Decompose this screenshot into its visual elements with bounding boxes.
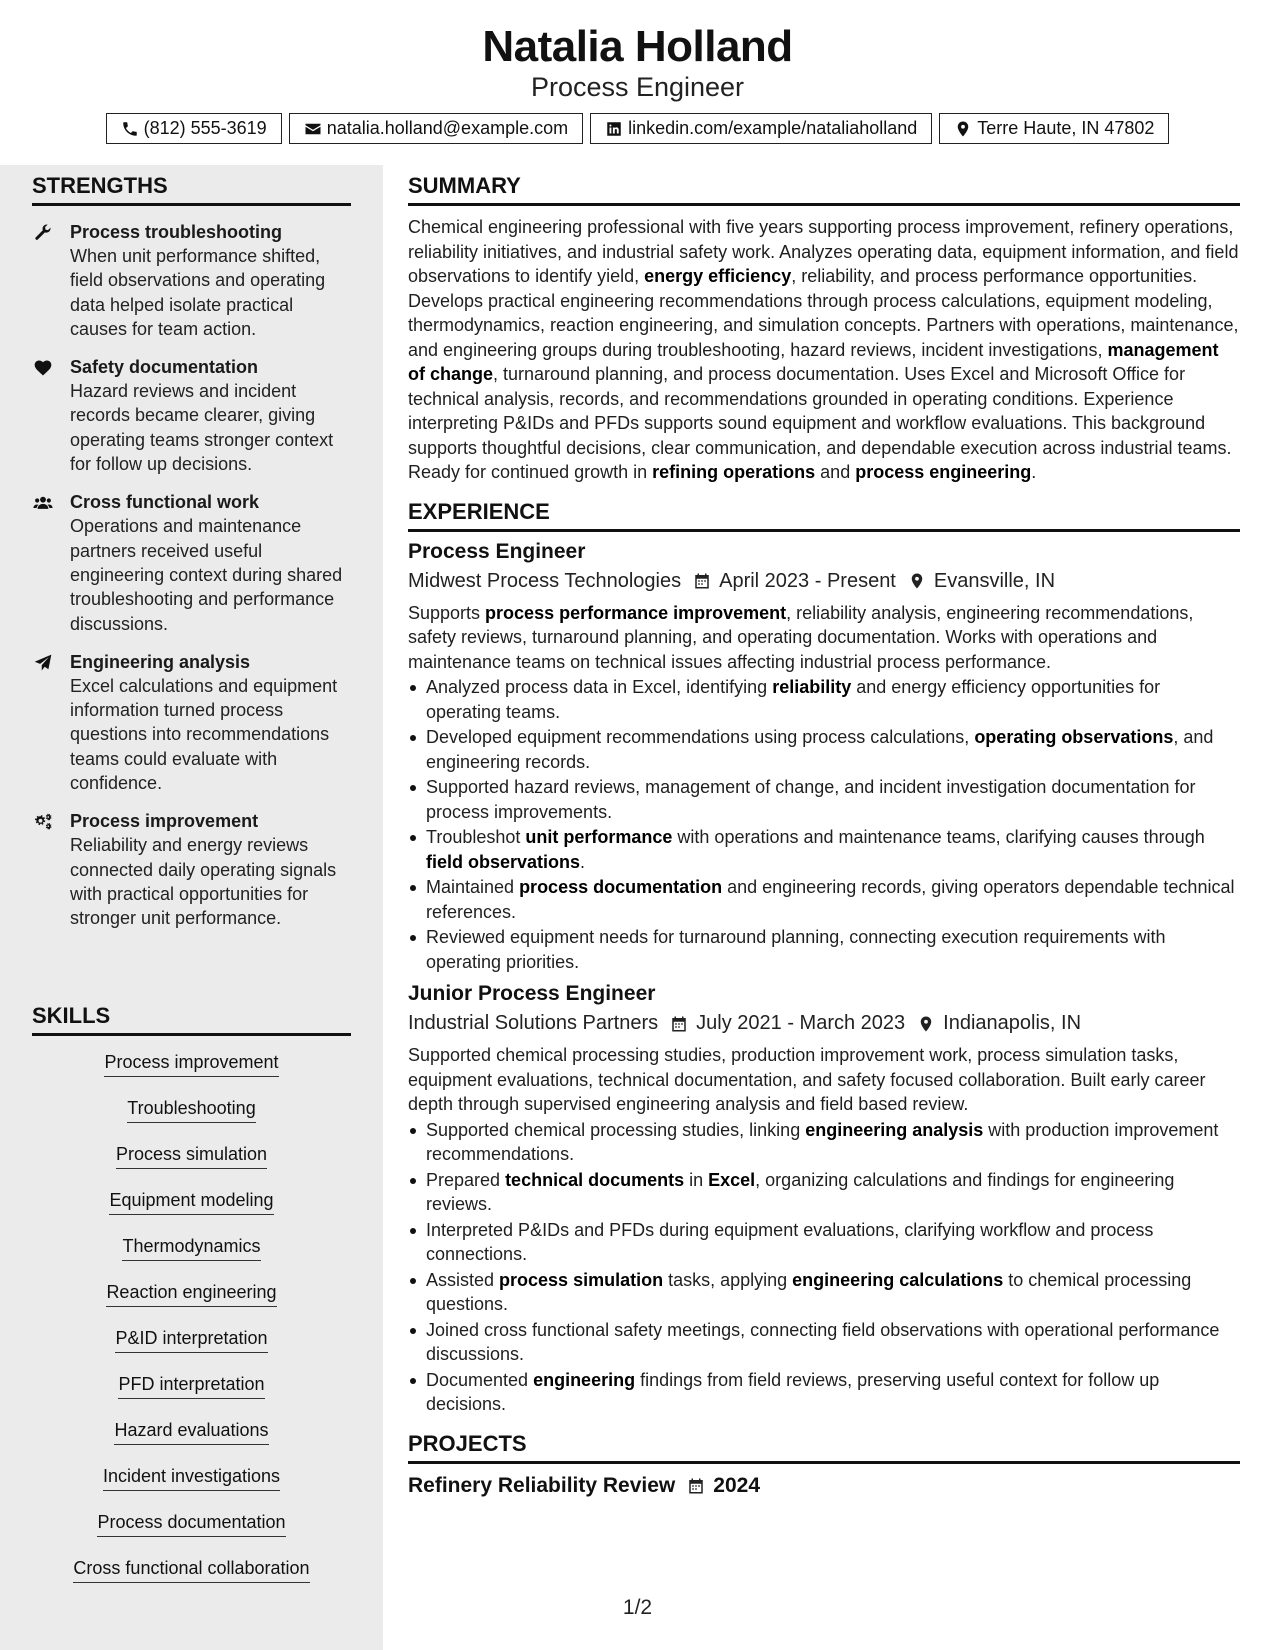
strength-text: Operations and maintenance partners received useful engineering context during shared troubleshooting and performance discussions. bbox=[70, 516, 343, 634]
skills-heading: SKILLS bbox=[32, 1003, 351, 1036]
job-location: Evansville, IN bbox=[933, 569, 1056, 592]
experience-section bbox=[408, 499, 1240, 1417]
job-bullets bbox=[408, 1118, 1240, 1417]
bullet-item: Documented engineering findings from field reviews, preserving useful context for follow up decisions. bbox=[408, 1368, 1240, 1417]
skill-tag: Process improvement bbox=[104, 1050, 278, 1077]
job-company: Midwest Process Technologies bbox=[408, 569, 682, 592]
skill-tag: Equipment modeling bbox=[109, 1188, 273, 1215]
wrench-icon bbox=[32, 223, 54, 243]
map-pin-icon bbox=[908, 571, 926, 591]
job-title: Process Engineer bbox=[408, 539, 586, 563]
main-column bbox=[408, 165, 1240, 1498]
strengths-heading: STRENGTHS bbox=[32, 173, 351, 206]
skill-tag: PFD interpretation bbox=[118, 1372, 264, 1399]
bullet-item: Supported hazard reviews, management of change, and incident investigation documentation for process improvements. bbox=[408, 775, 1240, 824]
skill-tag: Troubleshooting bbox=[127, 1096, 255, 1123]
strengths-section bbox=[32, 173, 351, 931]
job-location: Indianapolis, IN bbox=[943, 1012, 1082, 1034]
skill-tag: Reaction engineering bbox=[106, 1280, 276, 1307]
skills-list bbox=[32, 1050, 351, 1602]
bullet-item: Analyzed process data in Excel, identifying reliability and energy efficiency opportunities for operating teams. bbox=[408, 675, 1240, 724]
skill-tag: Hazard evaluations bbox=[114, 1418, 268, 1445]
phone-icon bbox=[121, 120, 139, 138]
bullet-item: Joined cross functional safety meetings, connecting field observations with operational performance discussions. bbox=[408, 1318, 1240, 1367]
strength-item bbox=[32, 220, 351, 341]
map-pin-icon bbox=[954, 120, 972, 138]
bullet-item: Prepared technical documents in Excel, organizing calculations and findings for engineering reviews. bbox=[408, 1168, 1240, 1217]
contact-location bbox=[939, 113, 1169, 144]
skill-tag: Cross functional collaboration bbox=[73, 1556, 309, 1583]
bullet-item: Supported chemical processing studies, linking engineering analysis with production improvement recommendations. bbox=[408, 1118, 1240, 1167]
project-year: 2024 bbox=[713, 1473, 760, 1497]
job-company: Industrial Solutions Partners bbox=[408, 1012, 659, 1034]
page-number: 1/2 bbox=[622, 1596, 653, 1619]
candidate-name: Natalia Holland bbox=[482, 22, 793, 71]
location-text: Terre Haute, IN 47802 bbox=[977, 118, 1155, 138]
map-pin-icon bbox=[917, 1014, 935, 1034]
linkedin-icon bbox=[605, 120, 623, 138]
contact-bar bbox=[0, 113, 1275, 144]
bullet-item: Maintained process documentation and engineering records, giving operators dependable technical references. bbox=[408, 875, 1240, 924]
projects-heading: PROJECTS bbox=[408, 1431, 1240, 1464]
linkedin-text: linkedin.com/example/nataliaholland bbox=[628, 118, 918, 138]
skills-section bbox=[32, 1003, 351, 1602]
bullet-item: Interpreted P&IDs and PFDs during equipment evaluations, clarifying workflow and process connections. bbox=[408, 1218, 1240, 1267]
bullet-item: Assisted process simulation tasks, applying engineering calculations to chemical processing questions. bbox=[408, 1268, 1240, 1317]
skill-tag: Process simulation bbox=[116, 1142, 267, 1169]
strength-item bbox=[32, 355, 351, 476]
strength-text: When unit performance shifted, field observations and operating data helped isolate practical causes for team action. bbox=[70, 246, 326, 339]
skill-tag: P&ID interpretation bbox=[115, 1326, 267, 1353]
job-entry bbox=[408, 540, 1240, 975]
job-dates: July 2021 - March 2023 bbox=[696, 1012, 906, 1034]
bullet-item: Developed equipment recommendations using process calculations, operating observations, and engineering records. bbox=[408, 725, 1240, 774]
contact-email[interactable] bbox=[289, 113, 583, 144]
calendar-icon bbox=[670, 1014, 688, 1034]
heart-icon bbox=[32, 358, 54, 378]
strength-text: Hazard reviews and incident records became clearer, giving operating teams stronger context for follow up decisions. bbox=[70, 381, 334, 475]
project-entry bbox=[408, 1474, 1240, 1498]
contact-linkedin[interactable] bbox=[590, 113, 932, 144]
email-text: natalia.holland@example.com bbox=[326, 118, 569, 138]
strength-title: Engineering analysis bbox=[70, 651, 251, 672]
projects-section bbox=[408, 1431, 1240, 1498]
phone-text: (812) 555-3619 bbox=[143, 118, 267, 138]
job-meta bbox=[408, 570, 1240, 593]
calendar-icon bbox=[693, 571, 711, 591]
strength-text: Excel calculations and equipment information turned process questions into recommendations teams could evaluate with confidence. bbox=[70, 675, 338, 794]
job-summary: Supported chemical processing studies, production improvement work, process simulation tasks, equipment evaluations, technical documentation, and safety focused collaboration. Built early career depth through supervised engineering analysis and field based review. bbox=[408, 1045, 1206, 1114]
bullet-item: Troubleshot unit performance with operations and maintenance teams, clarifying causes through field observations. bbox=[408, 825, 1240, 874]
experience-heading: EXPERIENCE bbox=[408, 499, 1240, 532]
resume-header bbox=[0, 0, 1275, 165]
strength-item bbox=[32, 809, 351, 930]
strength-title: Safety documentation bbox=[70, 357, 259, 378]
users-icon bbox=[32, 493, 54, 513]
skill-tag: Incident investigations bbox=[103, 1464, 280, 1491]
bullet-item: Reviewed equipment needs for turnaround planning, connecting execution requirements with operating priorities. bbox=[408, 925, 1240, 974]
job-dates: April 2023 - Present bbox=[719, 569, 896, 592]
sidebar bbox=[0, 165, 383, 1650]
skill-tag: Process documentation bbox=[97, 1510, 285, 1537]
paper-plane-icon bbox=[32, 653, 54, 673]
strength-title: Process improvement bbox=[70, 811, 259, 832]
job-bullets bbox=[408, 675, 1240, 974]
strength-item bbox=[32, 650, 351, 795]
candidate-title: Process Engineer bbox=[530, 72, 745, 102]
job-entry bbox=[408, 982, 1240, 1417]
job-title: Junior Process Engineer bbox=[408, 982, 656, 1005]
calendar-icon bbox=[687, 1476, 705, 1496]
skill-tag: Thermodynamics bbox=[122, 1234, 260, 1261]
contact-phone[interactable] bbox=[106, 113, 282, 144]
strength-item bbox=[32, 490, 351, 635]
summary-heading: SUMMARY bbox=[408, 173, 1240, 206]
job-summary: Supports process performance improvement, reliability analysis, engineering recommendations, safety reviews, turnaround planning, and operating documentation. Works with operations and maintenance teams on technical issues affecting industrial process performance. bbox=[408, 602, 1194, 672]
project-title: Refinery Reliability Review bbox=[408, 1473, 676, 1497]
gears-icon bbox=[32, 812, 54, 832]
strength-text: Reliability and energy reviews connected daily operating signals with practical opportunities for stronger unit performance. bbox=[70, 835, 337, 929]
job-meta bbox=[408, 1012, 1240, 1035]
summary-section bbox=[408, 173, 1240, 485]
strength-title: Process troubleshooting bbox=[70, 222, 283, 242]
strength-title: Cross functional work bbox=[70, 492, 260, 513]
summary-text: Chemical engineering professional with five years supporting process improvement, refinery operations, reliability initiatives, and industrial safety work. Analyzes operating data, equipment information, and field observations to identify yield, energy efficiency, reliability, and process performance opportunities. Develops practical engineering recommendations through process calculations, equipment modeling, thermodynamics, reaction engineering, and simulation concepts. Partners with operations, maintenance, and engineering groups during troubleshooting, hazard reviews, incident investigations, management of change, turnaround planning, and process documentation. Uses Excel and Microsoft Office for technical analysis, records, and recommendations grounded in operating conditions. Experience interpreting P&IDs and PFDs supports sound equipment and workflow evaluations. This background supports thoughtful decisions, clear communication, and dependable execution across industrial teams. Ready for continued growth in refining operations and process engineering. bbox=[408, 217, 1239, 482]
envelope-icon bbox=[304, 120, 322, 138]
